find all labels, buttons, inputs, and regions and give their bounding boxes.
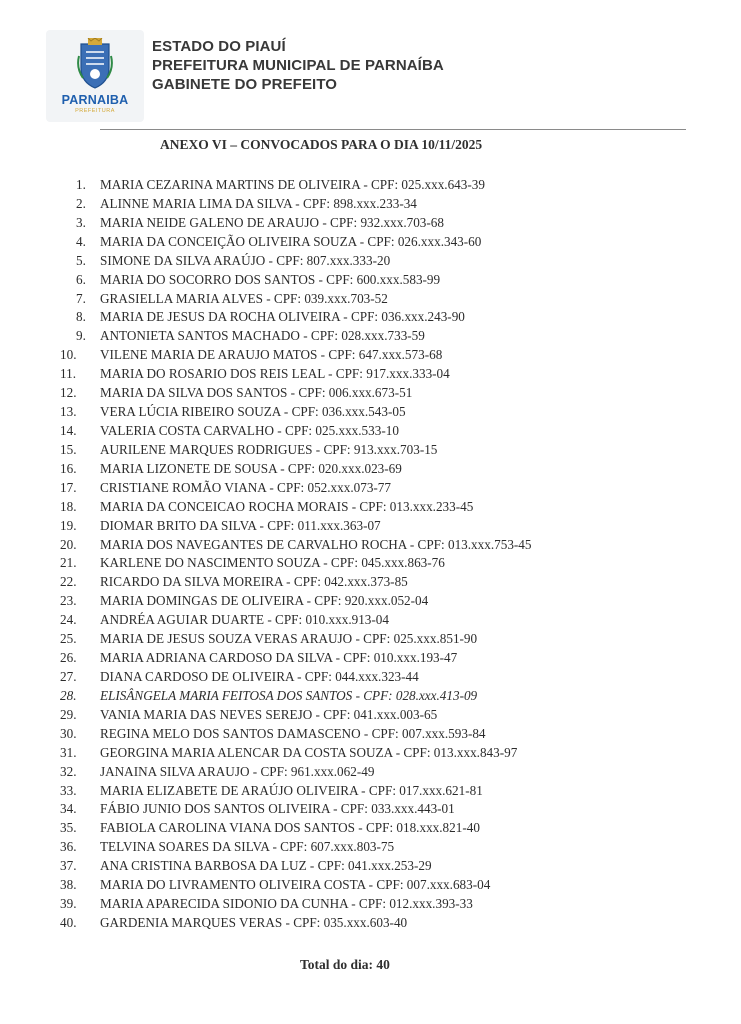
- list-item: [60, 252, 720, 271]
- logo-subtext: PREFEITURA: [75, 108, 115, 114]
- list-item: [60, 460, 720, 479]
- list-item-text: FABIOLA CAROLINA VIANA DOS SANTOS - CPF: 018.xxx.821-40: [100, 820, 480, 836]
- list-item: [60, 668, 720, 687]
- list-item: [60, 346, 720, 365]
- list-item: [60, 630, 720, 649]
- list-item-text: MARIA ELIZABETE DE ARAÚJO OLIVEIRA - CPF: 017.xxx.621-81: [100, 782, 483, 798]
- list-item-text: VANIA MARIA DAS NEVES SEREJO - CPF: 041.xxx.003-65: [100, 706, 438, 722]
- list-item: [60, 611, 720, 630]
- list-item: [60, 706, 720, 725]
- list-item: [60, 857, 720, 876]
- header-divider: [100, 129, 686, 130]
- list-item-number: 1.: [76, 177, 86, 192]
- list-item-number: 21.: [60, 555, 77, 571]
- list-item-number: 20.: [60, 536, 77, 552]
- list-item-text: ANA CRISTINA BARBOSA DA LUZ - CPF: 041.xxx.253-29: [100, 858, 432, 874]
- header-state: ESTADO DO PIAUÍ: [152, 38, 286, 55]
- header-prefeitura: PREFEITURA MUNICIPAL DE PARNAÍBA: [152, 57, 444, 74]
- list-item: [60, 365, 720, 384]
- list-item-number: 4.: [76, 233, 86, 249]
- coat-of-arms-icon: [77, 38, 113, 92]
- list-item-number: 7.: [76, 290, 86, 306]
- list-item-number: 22.: [60, 574, 77, 590]
- list-item-number: 25.: [60, 631, 77, 647]
- list-item-text: MARIA DE JESUS SOUZA VERAS ARAUJO - CPF: 025.xxx.851-90: [100, 631, 478, 647]
- list-item: [60, 744, 720, 763]
- list-item-text: MARIA DO ROSARIO DOS REIS LEAL - CPF: 917.xxx.333-04: [100, 366, 450, 382]
- list-item: [60, 876, 720, 895]
- list-item: [60, 195, 720, 214]
- list-item: [60, 498, 720, 517]
- list-item-number: 31.: [60, 744, 77, 760]
- list-item-text: MARIA DA CONCEICAO ROCHA MORAIS - CPF: 013.xxx.233-45: [100, 498, 474, 514]
- list-item-number: 2.: [76, 195, 86, 211]
- list-item-number: 6.: [76, 271, 86, 287]
- list-item-text: MARIA DOMINGAS DE OLIVEIRA - CPF: 920.xxx.052-04: [100, 593, 429, 609]
- list-item: [60, 763, 720, 782]
- list-item-number: 29.: [60, 706, 77, 722]
- list-item-text: MARIA CEZARINA MARTINS DE OLIVEIRA - CPF: 025.xxx.643-39: [100, 177, 485, 192]
- list-item-text: KARLENE DO NASCIMENTO SOUZA - CPF: 045.xxx.863-76: [100, 555, 445, 571]
- list-item-number: 15.: [60, 441, 77, 457]
- list-item-number: 5.: [76, 252, 86, 268]
- list-item-number: 34.: [60, 801, 77, 817]
- total-of-day: Total do dia: 40: [300, 957, 390, 972]
- list-item-number: 11.: [60, 366, 76, 382]
- list-item-text: RICARDO DA SILVA MOREIRA - CPF: 042.xxx.373-85: [100, 574, 408, 590]
- list-item-number: 3.: [76, 214, 86, 230]
- list-item-number: 40.: [60, 914, 77, 930]
- logo-text: PARNAIBA: [61, 93, 129, 107]
- list-item-number: 27.: [60, 668, 77, 684]
- list-item-number: 18.: [60, 498, 77, 514]
- list-item: [60, 592, 720, 611]
- list-item-number: 39.: [60, 896, 77, 912]
- list-item: [60, 573, 720, 592]
- list-item-number: 13.: [60, 404, 77, 420]
- list-item-number: 8.: [76, 309, 86, 325]
- parnaiba-logo: [46, 30, 144, 122]
- list-item-text: ALINNE MARIA LIMA DA SILVA - CPF: 898.xxx.233-34: [100, 195, 417, 211]
- list-item-text: GARDENIA MARQUES VERAS - CPF: 035.xxx.603-40: [100, 914, 408, 930]
- list-item-text: VALERIA COSTA CARVALHO - CPF: 025.xxx.533-10: [100, 422, 399, 438]
- header-gabinete: GABINETE DO PREFEITO: [152, 76, 338, 93]
- list-item: [60, 914, 720, 933]
- list-item-number: 38.: [60, 877, 77, 893]
- list-item-text: MARIA NEIDE GALENO DE ARAUJO - CPF: 932.xxx.703-68: [100, 214, 444, 230]
- list-item-text: MARIA DE JESUS DA ROCHA OLIVEIRA - CPF: 036.xxx.243-90: [100, 309, 465, 325]
- list-item-text: SIMONE DA SILVA ARAÚJO - CPF: 807.xxx.333-20: [100, 252, 391, 268]
- list-item: [60, 782, 720, 801]
- list-item: [60, 403, 720, 422]
- list-item: [60, 384, 720, 403]
- list-item-number: 12.: [60, 385, 77, 401]
- list-item-text: CRISTIANE ROMÃO VIANA - CPF: 052.xxx.073-77: [100, 479, 391, 495]
- list-item-number: 10.: [60, 347, 77, 363]
- list-item-text: TELVINA SOARES DA SILVA - CPF: 607.xxx.803-75: [100, 839, 395, 855]
- list-item-text: MARIA DO SOCORRO DOS SANTOS - CPF: 600.xxx.583-99: [100, 271, 441, 287]
- list-item-number: 30.: [60, 725, 77, 741]
- list-item: [60, 479, 720, 498]
- list-item: [60, 554, 720, 573]
- list-item-number: 23.: [60, 593, 77, 609]
- list-item-text: JANAINA SILVA ARAUJO - CPF: 961.xxx.062-49: [100, 763, 375, 779]
- list-item: [60, 517, 720, 536]
- list-item-text: MARIA DA CONCEIÇÃO OLIVEIRA SOUZA - CPF: 026.xxx.343-60: [100, 233, 482, 249]
- list-item-number: 17.: [60, 479, 77, 495]
- list-item-text: GRASIELLA MARIA ALVES - CPF: 039.xxx.703-52: [100, 290, 388, 306]
- list-item-text: GEORGINA MARIA ALENCAR DA COSTA SOUZA - CPF: 013.xxx.843-97: [100, 744, 518, 760]
- list-item: [60, 308, 720, 327]
- page-title: ANEXO VI – CONVOCADOS PARA O DIA 10/11/2025: [160, 137, 483, 152]
- list-item-number: 37.: [60, 858, 77, 874]
- list-item: [60, 649, 720, 668]
- list-item-number: 32.: [60, 763, 77, 779]
- list-item-number: 26.: [60, 650, 77, 666]
- list-item-text: AURILENE MARQUES RODRIGUES - CPF: 913.xxx.703-15: [100, 441, 438, 457]
- list-item-text: MARIA APARECIDA SIDONIO DA CUNHA - CPF: 012.xxx.393-33: [100, 896, 473, 912]
- list-item-number: 9.: [76, 328, 86, 344]
- list-item-text: ANDRÉA AGUIAR DUARTE - CPF: 010.xxx.913-04: [100, 612, 389, 628]
- list-item-text: VILENE MARIA DE ARAUJO MATOS - CPF: 647.xxx.573-68: [100, 347, 443, 363]
- list-item-text: ANTONIETA SANTOS MACHADO - CPF: 028.xxx.733-59: [100, 328, 425, 344]
- list-item-number: 19.: [60, 517, 77, 533]
- list-item: [60, 819, 720, 838]
- list-item-text: ELISÂNGELA MARIA FEITOSA DOS SANTOS - CPF: 028.xxx.413-09: [100, 687, 478, 703]
- list-item-text: FÁBIO JUNIO DOS SANTOS OLIVEIRA - CPF: 033.xxx.443-01: [100, 801, 455, 817]
- list-item: [60, 290, 720, 309]
- list-item-number: 36.: [60, 839, 77, 855]
- list-item-number: 28.: [60, 687, 77, 703]
- list-item: [60, 271, 720, 290]
- list-item-number: 33.: [60, 782, 77, 798]
- list-item: [60, 422, 720, 441]
- list-item-number: 35.: [60, 820, 77, 836]
- list-item-text: MARIA ADRIANA CARDOSO DA SILVA - CPF: 010.xxx.193-47: [100, 650, 458, 666]
- list-item: [60, 838, 720, 857]
- list-item-number: 16.: [60, 460, 77, 476]
- list-item-text: DIANA CARDOSO DE OLIVEIRA - CPF: 044.xxx.323-44: [100, 668, 419, 684]
- list-item: [60, 895, 720, 914]
- list-item: [60, 536, 720, 555]
- list-item-text: MARIA DO LIVRAMENTO OLIVEIRA COSTA - CPF: 007.xxx.683-04: [100, 877, 491, 893]
- list-item-number: 24.: [60, 612, 77, 628]
- list-item-text: MARIA DOS NAVEGANTES DE CARVALHO ROCHA - CPF: 013.xxx.753-45: [100, 536, 532, 552]
- list-item-text: DIOMAR BRITO DA SILVA - CPF: 011.xxx.363-07: [100, 517, 381, 533]
- list-item-text: MARIA DA SILVA DOS SANTOS - CPF: 006.xxx.673-51: [100, 385, 413, 401]
- list-item: [60, 233, 720, 252]
- list-item: [60, 327, 720, 346]
- list-item: [60, 176, 720, 195]
- list-item: [60, 214, 720, 233]
- convocados-list: [60, 176, 720, 933]
- list-item-number: 14.: [60, 422, 77, 438]
- list-item-text: REGINA MELO DOS SANTOS DAMASCENO - CPF: 007.xxx.593-84: [100, 725, 486, 741]
- list-item: [60, 441, 720, 460]
- list-item-text: VERA LÚCIA RIBEIRO SOUZA - CPF: 036.xxx.543-05: [100, 404, 406, 420]
- list-item-text: MARIA LIZONETE DE SOUSA - CPF: 020.xxx.023-69: [100, 460, 402, 476]
- list-item: [60, 687, 720, 706]
- list-item: [60, 800, 720, 819]
- list-item: [60, 725, 720, 744]
